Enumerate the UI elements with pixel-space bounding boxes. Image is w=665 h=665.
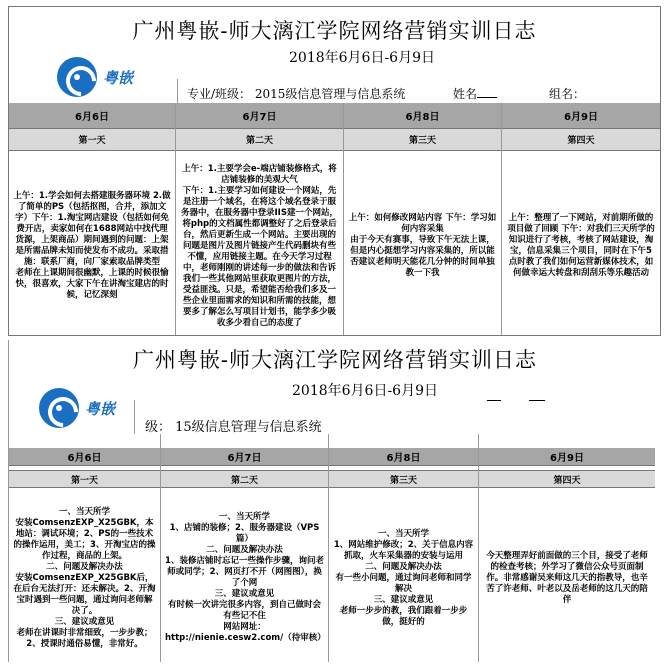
- logo-icon: [57, 57, 97, 97]
- logo-text: 粤嵌: [85, 399, 116, 418]
- column-day: 第三天: [344, 129, 501, 151]
- sheet-title: 广州粤嵌-师大漓江学院网络营销实训日志: [132, 19, 537, 43]
- column-content: 上午：如何修改网站内容 下午：学习如何内容采集 由于今天有赛事，导致下午无法上课，但是内心挺想学习内容采集的，所以能否建议老师明天能花几分钟的时间单独教一下我: [348, 213, 497, 278]
- day-column: [344, 103, 502, 336]
- column-date: 6月7日: [161, 448, 328, 466]
- day-column: [176, 103, 344, 336]
- column-content: 上午：整理了一下网站，对前期所做的项目做了回顾 下午：对我们三天所学的知识进行了考核，考核了网站建设，淘宝，信息采集三个项目，同时在下午5点时教了我们如何运营新媒体技术，如何做幸运大转盘和刮刮乐等乐趣活动: [507, 213, 655, 278]
- column-content: 一、当天所学 安装ComsenzEXP_X25GBK，本地站：调试环境；2、PS的一些技术的操作运用，美工；3、开淘宝店的操作过程，商品的上架。 二、问题及解决办法 安装ComsenzEXP_X25GBK后，在后台无法打开：还未解决。2、开淘宝时遇到一些问题，通过询问老师解决了。 三、建议或意见 老师在讲课时非常细致，一步步教；2、授课时通俗易懂，非常好。: [13, 506, 156, 649]
- info-divider: [177, 79, 178, 103]
- underline: [487, 400, 501, 401]
- class-label: 级： 15级信息管理与信息系统: [145, 420, 322, 435]
- column-day: 第三天: [329, 470, 478, 488]
- column-content: 今天整理弄好前面做的三个目，接受了老师的检查考核；外学习了微信公众号页面制作。非常感谢吴来师这几天的指教导，也辛苦了许老师、叶老以及岳老师的这几天的陪伴: [486, 550, 648, 605]
- column-content: 上午：1.学会如何去搭建服务器环境 2.做了简单的PS（包括抠图，合并，添加文字）下午：1.淘宝网店建设（包括如何免费开店，卖家如何在1688网站中找代理货源，上架商品）期间遇到的问题：上架是所需品牌未知而使发布不成功。采取措施：联系厂商，向厂家索取品牌类型 老师在上课期间很幽默，上课的时候很愉快，很喜欢，大家下午在讲淘宝建店的时候，记忆深刻: [13, 191, 171, 300]
- column-day: 第四天: [479, 470, 655, 488]
- column-content: 一、当天所学 1、网站维护修改；2、关于信息内容抓取，火车采集器的安装与运用 二、问题及解决办法 有一些小问题，通过询问老师和同学解决 三、建议或意见 老师一步步的教，我们跟着一步步做，挺好的: [333, 528, 474, 627]
- log-sheet-1: [8, 6, 661, 336]
- student-name-field: 姓名: [453, 85, 497, 102]
- column-day: 第四天: [502, 129, 660, 151]
- company-logo: [57, 57, 133, 97]
- class-label: 专业/班级： 2015级信息管理与信息系统: [187, 87, 406, 101]
- sheet-title: 广州粤嵌-师大漓江学院网络营销实训日志: [132, 348, 538, 372]
- column-content: 上午：1.主要学会e-端店铺装修格式，将店铺装修的美观大气 下午：1.主要学习如何建设一个网站，先是注册一个域名，在将这个域名登录于服务器中，在服务器中登录IIS建一个网站，将php的文档属性都调整好了之后登录后台，然后更新生成一个网站。主要出现的问题是图片及图片链接产生代码删块有些不懂，应用链接主题。在今天学习过程中，老师刚刚的讲述每一步的做法和告诉我们一些其他网站里获取更图片的方法，受益匪浅。只是，希望能否给我们多及一些企业里面需求的知识和所需的技能，想要多了解怎么写项目计划书，能学多少吸收多少看自己的态度了: [181, 163, 338, 328]
- column-date: 6月8日: [329, 448, 478, 466]
- column-date: 6月9日: [502, 103, 660, 129]
- date-range: 2018年6月6日-6月9日: [292, 383, 438, 399]
- day-column: [9, 103, 176, 336]
- column-date: 6月6日: [9, 103, 175, 129]
- log-sheet-2: [8, 340, 661, 662]
- log-table: [9, 434, 655, 662]
- column-date: 6月9日: [479, 448, 655, 466]
- info-divider: [134, 400, 135, 434]
- date-range: 2018年6月6日-6月9日: [289, 50, 435, 66]
- underline: [529, 400, 545, 401]
- column-date: 6月6日: [9, 448, 160, 466]
- logo-text: 粤嵌: [103, 68, 134, 87]
- company-logo: [39, 388, 115, 428]
- group-name-label: 组名：: [549, 87, 586, 101]
- day-column: [329, 434, 479, 662]
- log-table: [9, 103, 660, 336]
- day-column: [502, 103, 660, 336]
- column-day: 第二天: [176, 129, 343, 151]
- logo-icon: [39, 388, 79, 428]
- column-day: 第二天: [161, 470, 328, 488]
- day-column: [479, 434, 655, 662]
- day-column: [161, 434, 329, 662]
- column-day: 第一天: [9, 470, 160, 488]
- column-date: 6月7日: [176, 103, 343, 129]
- column-content: 一、当天所学 1、店铺的装修；2、服务器建设（VPS篇） 二、问题及解决办法 1、装修店铺时忘记一些操作步骤，询问老师或同学；2、网页打不开（网图图），换了个网 三、建议或意见 有时候一次讲完很多内容，到自己做时会有些记不住 网站网址： http://nienie.cesw2.com/（待审核）: [165, 512, 326, 643]
- column-date: 6月8日: [344, 103, 501, 129]
- day-column: [9, 434, 161, 662]
- column-day: 第一天: [9, 129, 175, 151]
